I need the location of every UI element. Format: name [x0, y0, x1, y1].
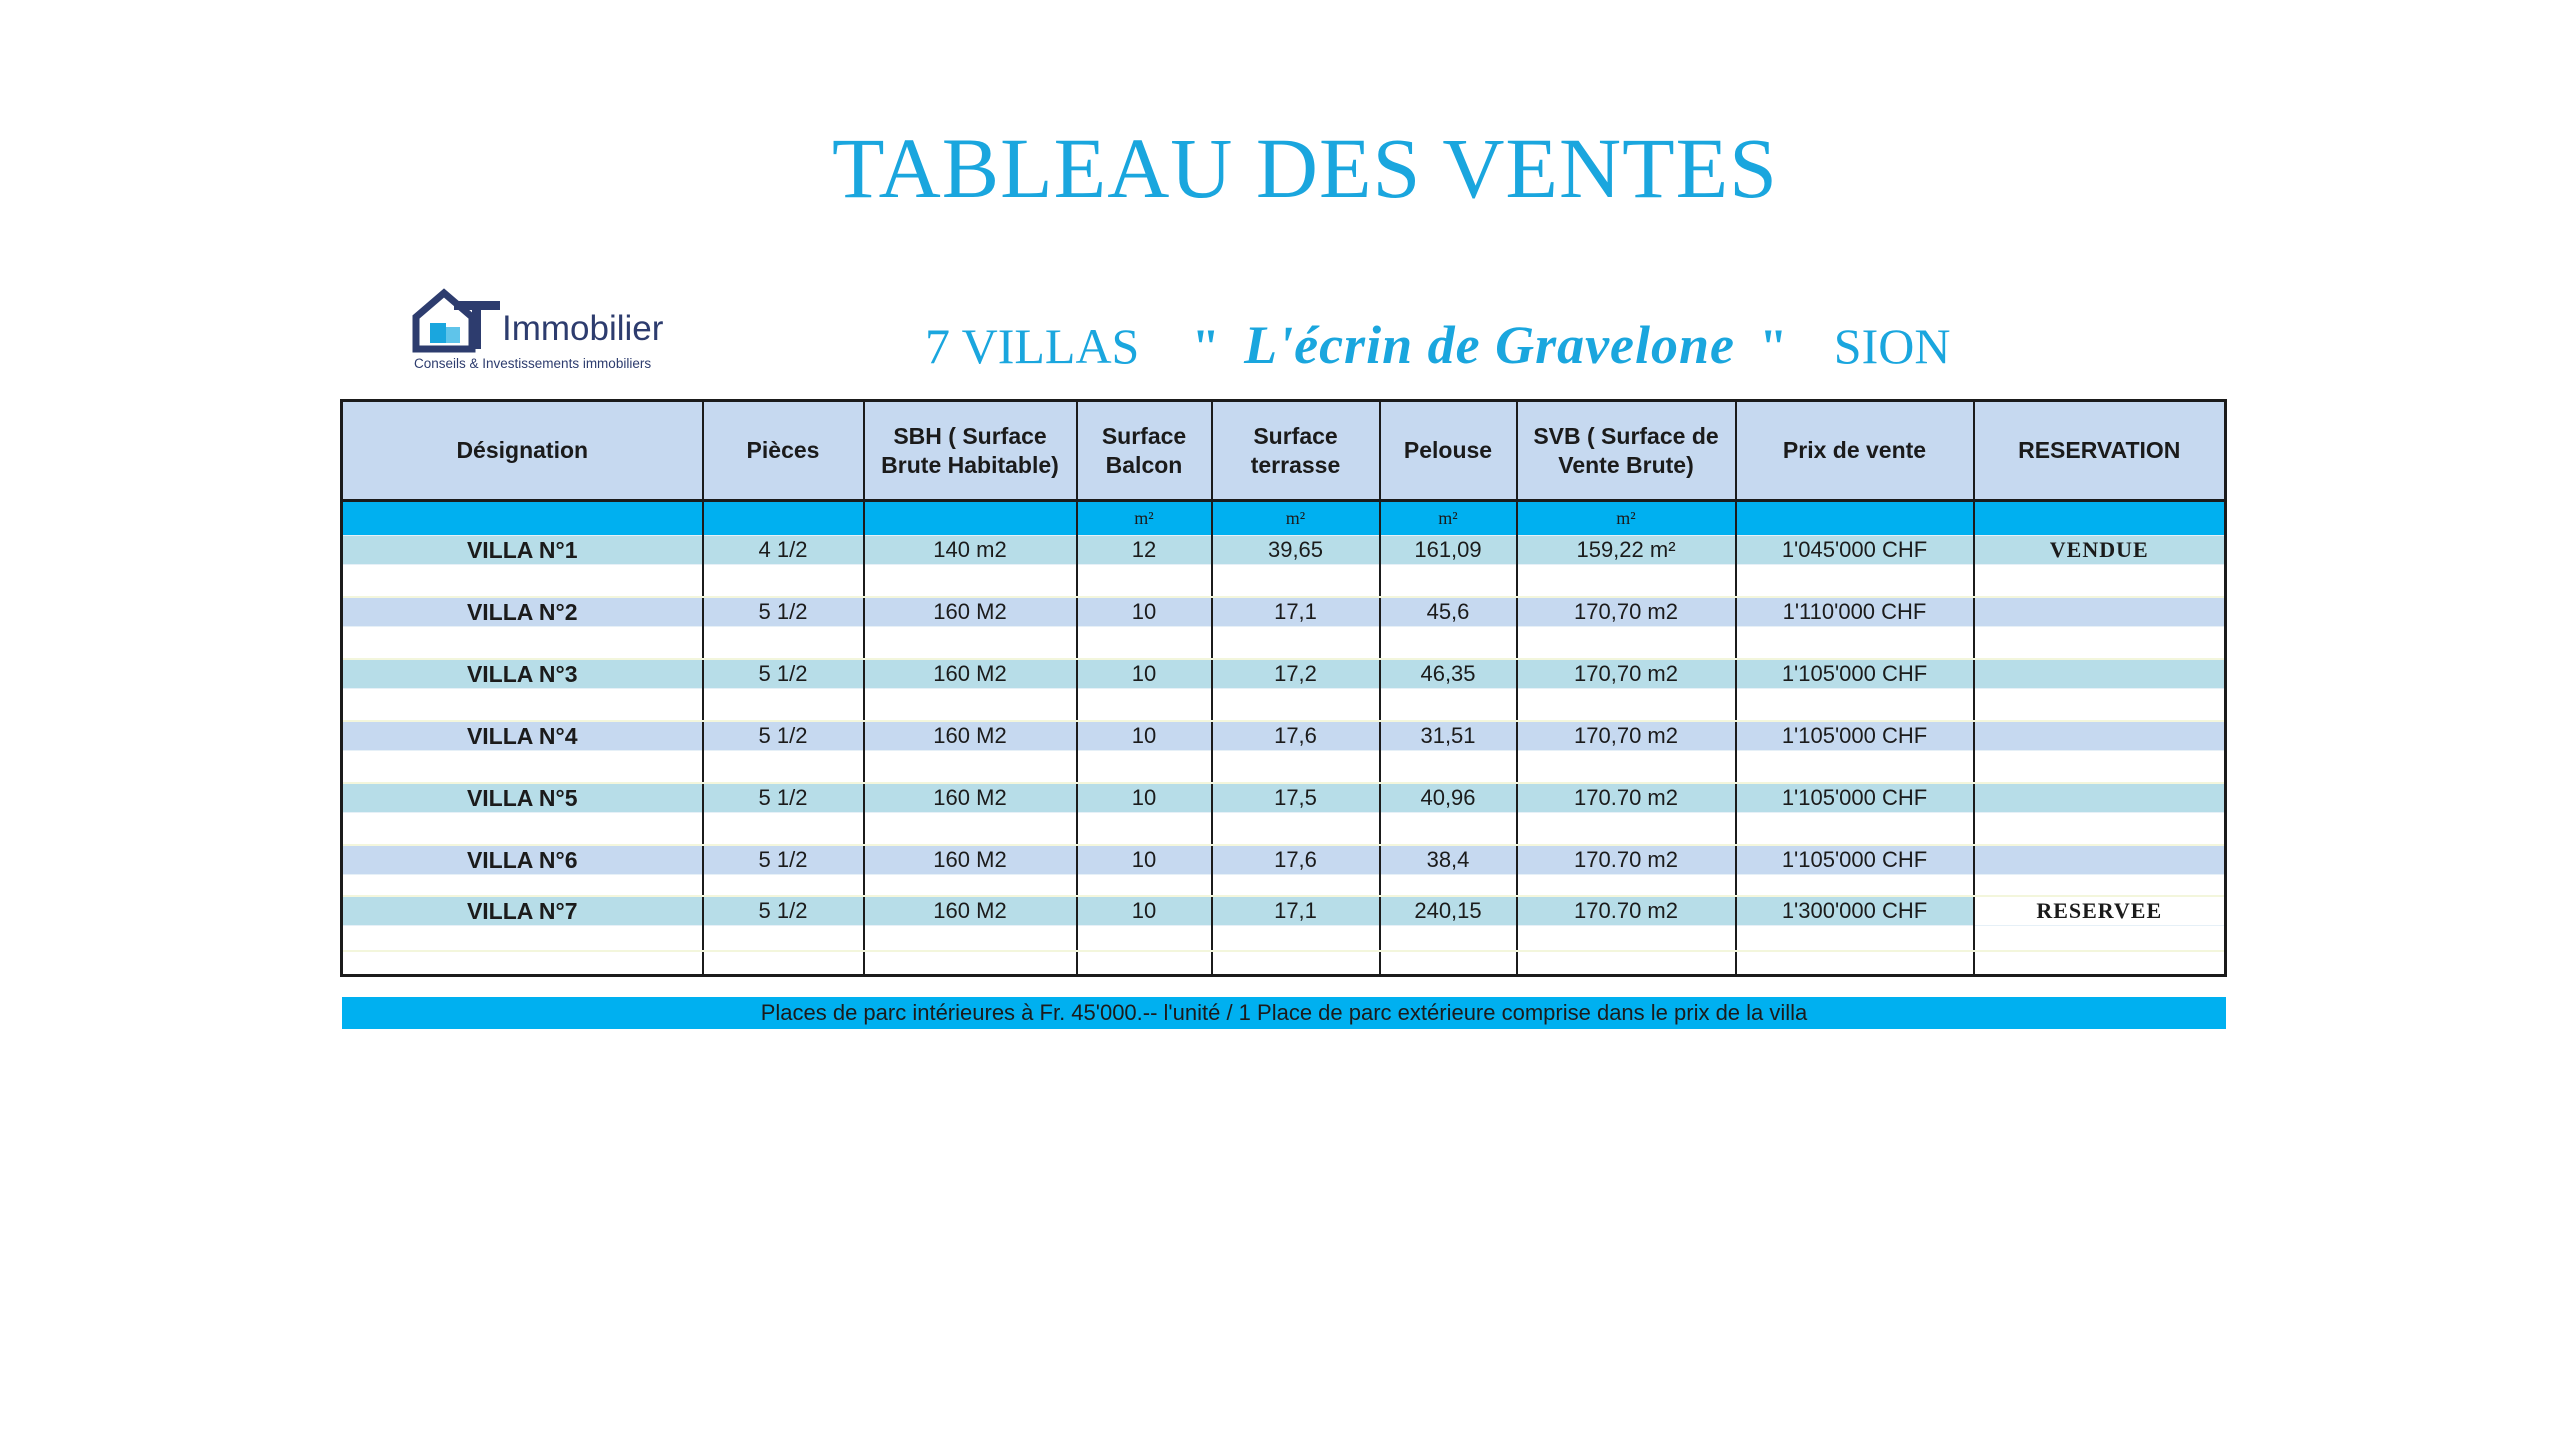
empty-cell — [1974, 751, 2226, 784]
empty-cell — [342, 813, 703, 846]
table-cell: 10 — [1077, 721, 1212, 751]
table-cell: 5 1/2 — [703, 783, 864, 813]
empty-cell — [342, 926, 703, 952]
empty-cell — [1077, 689, 1212, 722]
units-row — [342, 501, 2226, 536]
empty-cell — [703, 565, 864, 598]
empty-cell — [864, 627, 1077, 660]
table-row — [342, 845, 2226, 875]
logo-tagline: Conseils & Investissements immobiliers — [414, 356, 652, 371]
table-row — [342, 896, 2226, 926]
empty-cell — [1380, 926, 1517, 952]
column-header: Surface Balcon — [1077, 401, 1212, 501]
empty-cell — [864, 926, 1077, 952]
empty-cell — [1077, 875, 1212, 897]
unit-cell — [342, 501, 703, 536]
empty-cell — [1212, 875, 1380, 897]
column-header: RESERVATION — [1974, 401, 2226, 501]
table-cell: 5 1/2 — [703, 896, 864, 926]
table-cell: 17,2 — [1212, 659, 1380, 689]
table-cell: 140 m2 — [864, 536, 1077, 565]
villa-count: 7 VILLAS — [925, 318, 1140, 374]
table-row — [342, 597, 2226, 627]
empty-cell — [1974, 926, 2226, 952]
table-cell: RESERVEE — [1974, 896, 2226, 926]
empty-row — [342, 951, 2226, 976]
empty-cell — [1736, 627, 1974, 660]
empty-cell — [1736, 813, 1974, 846]
empty-cell — [1212, 565, 1380, 598]
project-name: L'écrin de Gravelone — [1244, 315, 1736, 375]
empty-cell — [342, 875, 703, 897]
quote-open: " — [1191, 318, 1220, 374]
table-cell: 1'045'000 CHF — [1736, 536, 1974, 565]
table-cell: VILLA N°2 — [342, 597, 703, 627]
table-cell: 17,5 — [1212, 783, 1380, 813]
empty-cell — [864, 875, 1077, 897]
table-cell: 170.70 m2 — [1517, 783, 1736, 813]
table-cell: VENDUE — [1974, 536, 2226, 565]
table-cell: 160 M2 — [864, 896, 1077, 926]
column-header: Pelouse — [1380, 401, 1517, 501]
table-cell: 10 — [1077, 597, 1212, 627]
empty-cell — [864, 689, 1077, 722]
table-cell: 10 — [1077, 896, 1212, 926]
sales-table — [340, 399, 2227, 977]
empty-cell — [1212, 951, 1380, 976]
header-row — [342, 401, 2226, 501]
table-row — [342, 721, 2226, 751]
empty-cell — [342, 751, 703, 784]
column-header: SBH ( Surface Brute Habitable) — [864, 401, 1077, 501]
spacer-row — [342, 751, 2226, 784]
empty-cell — [1736, 751, 1974, 784]
empty-cell — [1974, 951, 2226, 976]
table-cell: 12 — [1077, 536, 1212, 565]
empty-cell — [1380, 565, 1517, 598]
unit-cell — [1974, 501, 2226, 536]
table-cell: 240,15 — [1380, 896, 1517, 926]
empty-cell — [703, 875, 864, 897]
table-cell — [1974, 845, 2226, 875]
table-cell: 1'105'000 CHF — [1736, 659, 1974, 689]
table-cell: 10 — [1077, 783, 1212, 813]
empty-cell — [1380, 875, 1517, 897]
empty-cell — [1736, 951, 1974, 976]
table-row — [342, 536, 2226, 565]
table-cell: 4 1/2 — [703, 536, 864, 565]
table-cell — [1974, 721, 2226, 751]
empty-cell — [1077, 926, 1212, 952]
table-cell: 45,6 — [1380, 597, 1517, 627]
table-cell: VILLA N°5 — [342, 783, 703, 813]
table-cell — [1974, 597, 2226, 627]
spacer-row — [342, 875, 2226, 897]
company-logo — [410, 285, 670, 385]
column-header: Pièces — [703, 401, 864, 501]
empty-cell — [1077, 751, 1212, 784]
table-cell: 39,65 — [1212, 536, 1380, 565]
table-cell: 17,1 — [1212, 597, 1380, 627]
empty-cell — [864, 565, 1077, 598]
table-cell: 160 M2 — [864, 721, 1077, 751]
table-cell: 1'300'000 CHF — [1736, 896, 1974, 926]
column-header: Prix de vente — [1736, 401, 1974, 501]
unit-cell: m² — [1077, 501, 1212, 536]
empty-cell — [342, 627, 703, 660]
empty-cell — [1517, 565, 1736, 598]
table-cell: VILLA N°7 — [342, 896, 703, 926]
table-cell — [1974, 659, 2226, 689]
empty-cell — [1212, 813, 1380, 846]
table-cell — [1974, 783, 2226, 813]
empty-cell — [1380, 627, 1517, 660]
table-cell: 5 1/2 — [703, 721, 864, 751]
table-cell: 5 1/2 — [703, 845, 864, 875]
table-cell: 40,96 — [1380, 783, 1517, 813]
empty-cell — [1736, 926, 1974, 952]
empty-cell — [1077, 565, 1212, 598]
table-row — [342, 783, 2226, 813]
table-cell: 5 1/2 — [703, 659, 864, 689]
spacer-row — [342, 689, 2226, 722]
column-header: Désignation — [342, 401, 703, 501]
table-cell: VILLA N°6 — [342, 845, 703, 875]
table-cell: VILLA N°1 — [342, 536, 703, 565]
house-logo-icon — [410, 287, 502, 357]
empty-cell — [1380, 813, 1517, 846]
empty-cell — [1380, 951, 1517, 976]
column-header: Surface terrasse — [1212, 401, 1380, 501]
empty-cell — [1380, 689, 1517, 722]
empty-cell — [1212, 627, 1380, 660]
table-cell: 17,6 — [1212, 845, 1380, 875]
table-cell: VILLA N°3 — [342, 659, 703, 689]
empty-cell — [1974, 875, 2226, 897]
table-cell: 170.70 m2 — [1517, 845, 1736, 875]
table-cell: 17,1 — [1212, 896, 1380, 926]
empty-cell — [864, 813, 1077, 846]
city-name: SION — [1833, 318, 1951, 374]
table-cell: 10 — [1077, 659, 1212, 689]
unit-cell: m² — [1212, 501, 1380, 536]
empty-cell — [1517, 689, 1736, 722]
parking-note: Places de parc intérieures à Fr. 45'000.-- l'unité / 1 Place de parc extérieure comprise dans le prix de la villa — [342, 997, 2226, 1029]
table-cell: 160 M2 — [864, 845, 1077, 875]
empty-cell — [1736, 565, 1974, 598]
table-cell: 38,4 — [1380, 845, 1517, 875]
table-row — [342, 659, 2226, 689]
spacer-row — [342, 565, 2226, 598]
empty-cell — [1212, 926, 1380, 952]
unit-cell — [864, 501, 1077, 536]
empty-cell — [342, 565, 703, 598]
table-cell: VILLA N°4 — [342, 721, 703, 751]
table-cell: 170.70 m2 — [1517, 896, 1736, 926]
unit-cell: m² — [1517, 501, 1736, 536]
table-cell: 5 1/2 — [703, 597, 864, 627]
unit-cell — [703, 501, 864, 536]
table-cell: 1'105'000 CHF — [1736, 721, 1974, 751]
quote-close: " — [1759, 318, 1788, 374]
table-cell: 170,70 m2 — [1517, 597, 1736, 627]
table-cell: 1'110'000 CHF — [1736, 597, 1974, 627]
project-subtitle — [925, 310, 1950, 380]
table-cell: 46,35 — [1380, 659, 1517, 689]
empty-cell — [342, 689, 703, 722]
logo-brand: Immobilier — [502, 309, 664, 348]
empty-cell — [1517, 627, 1736, 660]
table-cell: 170,70 m2 — [1517, 721, 1736, 751]
table-cell: 160 M2 — [864, 597, 1077, 627]
table-cell: 159,22 m² — [1517, 536, 1736, 565]
empty-cell — [1077, 627, 1212, 660]
empty-cell — [1974, 565, 2226, 598]
empty-cell — [1974, 689, 2226, 722]
empty-cell — [864, 951, 1077, 976]
table-cell: 1'105'000 CHF — [1736, 783, 1974, 813]
empty-cell — [1517, 875, 1736, 897]
empty-cell — [1077, 951, 1212, 976]
empty-cell — [703, 689, 864, 722]
page-title: TABLEAU DES VENTES — [832, 120, 1778, 216]
empty-cell — [864, 751, 1077, 784]
empty-cell — [1517, 951, 1736, 976]
table-cell: 170,70 m2 — [1517, 659, 1736, 689]
table-cell: 160 M2 — [864, 659, 1077, 689]
empty-cell — [703, 926, 864, 952]
empty-cell — [1736, 875, 1974, 897]
empty-cell — [703, 751, 864, 784]
table-cell: 160 M2 — [864, 783, 1077, 813]
table-cell: 31,51 — [1380, 721, 1517, 751]
table-cell: 161,09 — [1380, 536, 1517, 565]
table-cell: 17,6 — [1212, 721, 1380, 751]
empty-cell — [1380, 751, 1517, 784]
table-cell: 1'105'000 CHF — [1736, 845, 1974, 875]
column-header: SVB ( Surface de Vente Brute) — [1517, 401, 1736, 501]
empty-cell — [703, 627, 864, 660]
spacer-row — [342, 813, 2226, 846]
unit-cell: m² — [1380, 501, 1517, 536]
empty-cell — [1212, 689, 1380, 722]
empty-cell — [342, 951, 703, 976]
spacer-row — [342, 627, 2226, 660]
empty-cell — [1974, 813, 2226, 846]
unit-cell — [1736, 501, 1974, 536]
empty-cell — [1212, 751, 1380, 784]
empty-cell — [703, 813, 864, 846]
empty-cell — [1517, 751, 1736, 784]
empty-row — [342, 926, 2226, 952]
empty-cell — [1736, 689, 1974, 722]
empty-cell — [1974, 627, 2226, 660]
empty-cell — [703, 951, 864, 976]
empty-cell — [1077, 813, 1212, 846]
empty-cell — [1517, 926, 1736, 952]
empty-cell — [1517, 813, 1736, 846]
table-cell: 10 — [1077, 845, 1212, 875]
